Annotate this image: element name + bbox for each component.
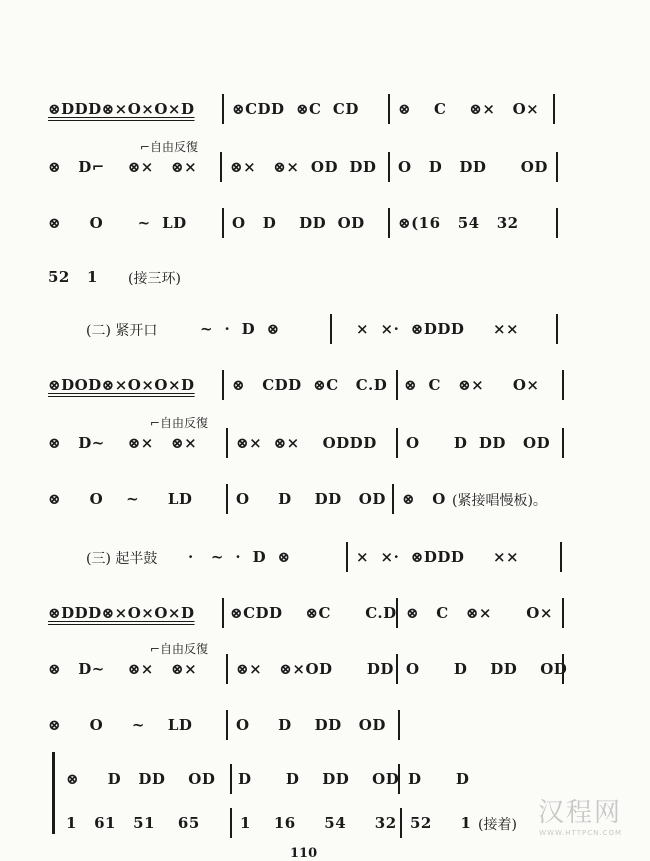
row8-label: (紧接唱慢板)。: [452, 493, 547, 509]
row8-seg3: ⊗ O: [402, 490, 446, 508]
watermark-main: 汉程网: [537, 798, 622, 828]
system-bracket: [52, 752, 55, 834]
row10-seg2: ⊗CDD ⊗C C.D: [230, 604, 397, 622]
score-row-7: [0, 416, 650, 462]
row10-seg3: ⊗ C ⊗× O×: [406, 604, 553, 622]
free-repeat-note: ⌐自由反復: [140, 140, 199, 154]
barline: [556, 208, 558, 238]
row11-seg2: ⊗× ⊗×OD DD: [236, 660, 394, 678]
row9-seg1: · ~ · D ⊗: [188, 548, 291, 566]
score-row-9: [0, 540, 650, 576]
barline: [388, 152, 390, 182]
barline: [330, 314, 332, 344]
row8-seg2: O D DD OD: [236, 490, 386, 508]
watermark: [538, 792, 622, 837]
barline: [226, 710, 228, 740]
row7-seg1: ⊗ D~ ⊗× ⊗×: [48, 434, 198, 452]
row6-seg2: ⊗ CDD ⊗C C.D: [232, 376, 388, 394]
score-row-12: [0, 708, 650, 744]
score-row-2: [0, 140, 650, 186]
barline: [553, 94, 555, 124]
row2-seg1: ⊗ D⌐ ⊗× ⊗×: [48, 158, 198, 176]
barline: [398, 710, 400, 740]
barline: [396, 428, 398, 458]
row14-label: (接着): [478, 817, 517, 833]
row12-seg1: ⊗ O ~ LD: [48, 716, 193, 734]
row5-seg1: ~ · D ⊗: [200, 320, 280, 338]
barline: [560, 542, 562, 572]
row13-seg1: ⊗ D DD OD: [66, 770, 216, 788]
row7-seg2: ⊗× ⊗× ODDD: [236, 434, 377, 452]
score-row-3: [0, 206, 650, 242]
row12-seg2: O D DD OD: [236, 716, 386, 734]
row14-seg1: 1 61 51 65: [66, 814, 200, 832]
barline: [396, 654, 398, 684]
free-repeat-note: ⌐自由反復: [150, 416, 209, 430]
row2-seg3: O D DD OD: [398, 158, 548, 176]
row10-seg1: ⊗DDD⊗×O×O×D: [48, 604, 195, 622]
barline: [230, 808, 232, 838]
row11-seg1: ⊗ D~ ⊗× ⊗×: [48, 660, 198, 678]
score-row-5: [0, 312, 650, 348]
barline: [230, 764, 232, 794]
row1-seg1: ⊗DDD⊗×O×O×D: [48, 100, 195, 118]
barline: [562, 428, 564, 458]
barline: [222, 94, 224, 124]
row13-seg2: D D DD OD: [238, 770, 400, 788]
score-row-6: [0, 368, 650, 404]
barline: [226, 428, 228, 458]
barline: [398, 764, 400, 794]
free-repeat-note: ⌐自由反復: [150, 642, 209, 656]
barline: [388, 94, 390, 124]
row1-seg3: ⊗ C ⊗× O×: [398, 100, 540, 118]
barline: [226, 654, 228, 684]
page-number: 110: [290, 846, 318, 861]
row4-label: (接三环): [128, 271, 181, 287]
score-row-8: [0, 482, 650, 518]
score-row-11: [0, 642, 650, 688]
row6-seg1: ⊗DOD⊗×O×O×D: [48, 376, 195, 394]
barline: [556, 314, 558, 344]
row14-seg3: 52 1: [410, 814, 472, 832]
row11-seg3: O D DD OD: [406, 660, 568, 678]
section-three-label: (三) 起半鼓: [86, 551, 158, 567]
row3-seg3: ⊗(16 54 32: [398, 214, 519, 232]
row5-seg2: × ×· ⊗DDD ××: [356, 320, 520, 338]
row7-seg3: O D DD OD: [406, 434, 551, 452]
row4-seg1: 52 1: [48, 268, 98, 286]
barline: [400, 808, 402, 838]
row9-seg2: × ×· ⊗DDD ××: [356, 548, 520, 566]
score-row-4: [0, 260, 650, 296]
barline: [392, 484, 394, 514]
watermark-url: WWW.HTTPCN.COM: [539, 829, 622, 837]
barline: [388, 208, 390, 238]
row8-seg1: ⊗ O ~ LD: [48, 490, 193, 508]
barline: [222, 370, 224, 400]
section-two-label: (二) 紧开口: [86, 323, 158, 339]
barline: [562, 370, 564, 400]
row13-seg3: D D: [408, 770, 470, 788]
row1-seg2: ⊗CDD ⊗C CD: [232, 100, 359, 118]
row3-seg2: O D DD OD: [232, 214, 365, 232]
barline: [222, 598, 224, 628]
row2-seg2: ⊗× ⊗× OD DD: [230, 158, 377, 176]
score-row-1: [0, 92, 650, 128]
barline: [556, 152, 558, 182]
barline: [562, 654, 564, 684]
barline: [346, 542, 348, 572]
row3-seg1: ⊗ O ~ LD: [48, 214, 187, 232]
row6-seg3: ⊗ C ⊗× O×: [404, 376, 540, 394]
barline: [220, 152, 222, 182]
barline: [222, 208, 224, 238]
score-row-10: [0, 596, 650, 632]
barline: [562, 598, 564, 628]
barline: [396, 598, 398, 628]
row14-seg2: 1 16 54 32: [240, 814, 397, 832]
barline: [226, 484, 228, 514]
barline: [396, 370, 398, 400]
